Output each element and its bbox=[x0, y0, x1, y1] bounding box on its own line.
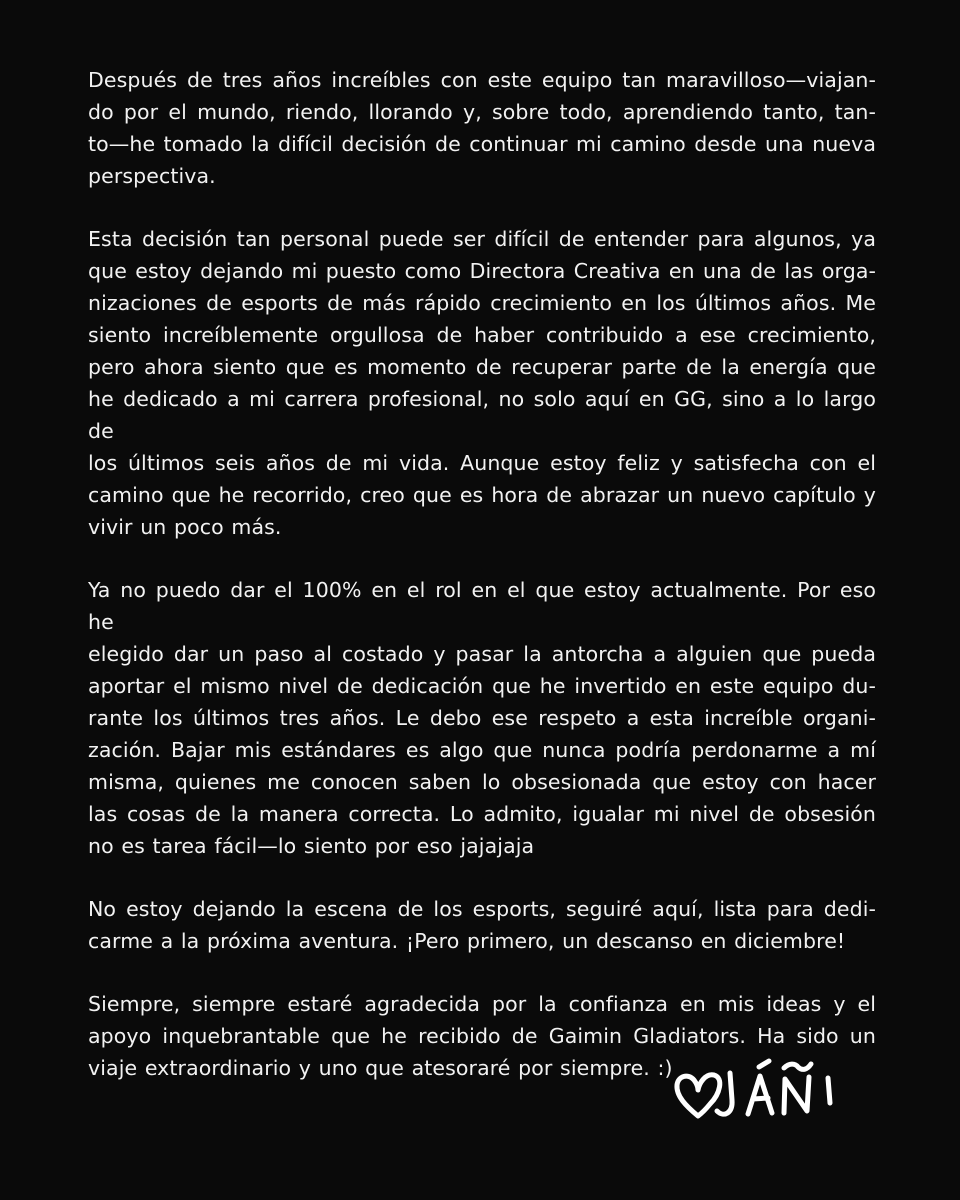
text-line: viaje extraordinario y uno que atesoraré por siempre. :) bbox=[88, 1056, 673, 1080]
signature-letter-a bbox=[748, 1076, 772, 1114]
text-line: No estoy dejando la escena de los esports, seguiré aquí, lista para dedi- bbox=[88, 897, 876, 921]
text-line: Después de tres años increíbles con este equipo tan maravilloso—viajan- bbox=[88, 68, 876, 92]
text-line: Ya no puedo dar el 100% en el rol en el que estoy actualmente. Por eso he bbox=[88, 578, 876, 634]
signature-tilde bbox=[784, 1064, 811, 1069]
handwritten-signature bbox=[668, 1058, 858, 1136]
heart-icon bbox=[677, 1075, 720, 1116]
signature-letter-n bbox=[784, 1077, 809, 1113]
text-line: zación. Bajar mis estándares es algo que nunca podría perdonarme a mí bbox=[88, 738, 876, 762]
text-line: to—he tomado la difícil decisión de continuar mi camino desde una nueva bbox=[88, 132, 876, 156]
text-line: perspectiva. bbox=[88, 164, 216, 188]
text-line: nizaciones de esports de más rápido crecimiento en los últimos años. Me bbox=[88, 291, 876, 315]
text-line: elegido dar un paso al costado y pasar la antorcha a alguien que pueda bbox=[88, 642, 876, 666]
text-line: aportar el mismo nivel de dedicación que he invertido en este equipo du- bbox=[88, 674, 876, 698]
text-line: do por el mundo, riendo, llorando y, sobre todo, aprendiendo tanto, tan- bbox=[88, 100, 876, 124]
text-line: vivir un poco más. bbox=[88, 515, 282, 539]
text-line: he dedicado a mi carrera profesional, no solo aquí en GG, sino a lo largo de bbox=[88, 387, 876, 443]
text-line: apoyo inquebrantable que he recibido de Gaimin Gladiators. Ha sido un bbox=[88, 1024, 876, 1048]
paragraph bbox=[88, 574, 876, 862]
text-line: camino que he recorrido, creo que es hora de abrazar un nuevo capítulo y bbox=[88, 483, 876, 507]
text-line: las cosas de la manera correcta. Lo admito, igualar mi nivel de obsesión bbox=[88, 802, 876, 826]
paragraph bbox=[88, 223, 876, 543]
text-line: los últimos seis años de mi vida. Aunque estoy feliz y satisfecha con el bbox=[88, 451, 876, 475]
text-line: que estoy dejando mi puesto como Directora Creativa en una de las orga- bbox=[88, 259, 876, 283]
text-line: Esta decisión tan personal puede ser difícil de entender para algunos, ya bbox=[88, 227, 876, 251]
paragraph bbox=[88, 893, 876, 957]
text-line: pero ahora siento que es momento de recuperar parte de la energía que bbox=[88, 355, 876, 379]
text-line: carme a la próxima aventura. ¡Pero primero, un descanso en diciembre! bbox=[88, 929, 846, 953]
text-line: Siempre, siempre estaré agradecida por la confianza en mis ideas y el bbox=[88, 992, 876, 1016]
paragraph bbox=[88, 64, 876, 192]
text-line: misma, quienes me conocen saben lo obsesionada que estoy con hacer bbox=[88, 770, 876, 794]
text-line: no es tarea fácil—lo siento por eso jajajaja bbox=[88, 834, 535, 858]
signature-letter-i bbox=[828, 1078, 830, 1103]
text-line: siento increíblemente orgullosa de haber contribuido a ese crecimiento, bbox=[88, 323, 876, 347]
signature-accent bbox=[759, 1061, 769, 1067]
text-line: rante los últimos tres años. Le debo ese respeto a esta increíble organi- bbox=[88, 706, 876, 730]
letter-body bbox=[88, 64, 876, 1115]
